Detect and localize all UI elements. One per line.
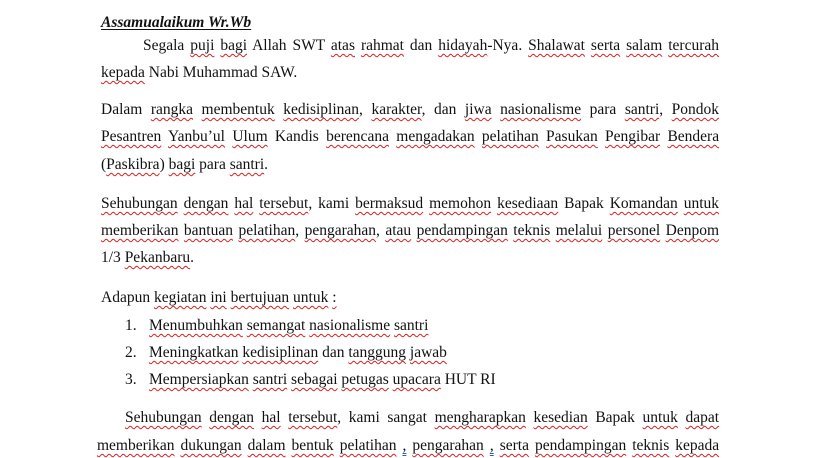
goal-item-3: 3. Mempersiapkan santri sebagai petugas upacara HUT RI	[125, 371, 496, 388]
paragraph-2-line-2: Pesantren Yanbu’ul Ulum Kandis berencana mengadakan pelatihan Pasukan Pengibar Bendera	[101, 128, 720, 145]
goal-item-1: 1. Menumbuhkan semangat nasionalisme santri	[125, 317, 429, 334]
paragraph-3-line-3: 1/3 Pekanbaru.	[101, 249, 194, 266]
paragraph-5-line-1: Sehubungan dengan hal tersebut, kami sangat mengharapkan kesedian Bapak untuk dapat	[125, 409, 720, 426]
goal-number: 3.	[125, 371, 137, 388]
goal-number: 1.	[125, 317, 137, 334]
goal-item-2: 2. Meningkatkan kedisiplinan dan tanggung jawab	[125, 344, 447, 361]
paragraph-2-line-3: (Paskibra) bagi para santri.	[101, 156, 269, 173]
paragraph-3-line-2: memberikan bantuan pelatihan, pengarahan, atau pendampingan teknis melalui personel Denpom	[101, 222, 720, 239]
paragraph-2-line-1: Dalam rangka membentuk kedisiplinan, karakter, dan jiwa nasionalisme para santri, Pondok	[101, 101, 720, 118]
paragraph-1-line-2: kepada Nabi Muhammad SAW.	[101, 64, 298, 81]
paragraph-3-line-1: Sehubungan dengan hal tersebut, kami bermaksud memohon kesediaan Bapak Komandan untuk	[101, 195, 720, 212]
goals-intro: Adapun kegiatan ini bertujuan untuk :	[101, 289, 337, 306]
greeting: Assamualaikum Wr.Wb	[101, 14, 252, 31]
goal-number: 2.	[125, 344, 137, 361]
paragraph-5-line-2: memberikan dukungan dalam bentuk pelatihan , pengarahan , serta pendampingan teknis kepada	[97, 437, 720, 454]
paragraph-1-line-1: Segala puji bagi Allah SWT atas rahmat dan hidayah-Nya. Shalawat serta salam tercurah	[143, 37, 720, 54]
